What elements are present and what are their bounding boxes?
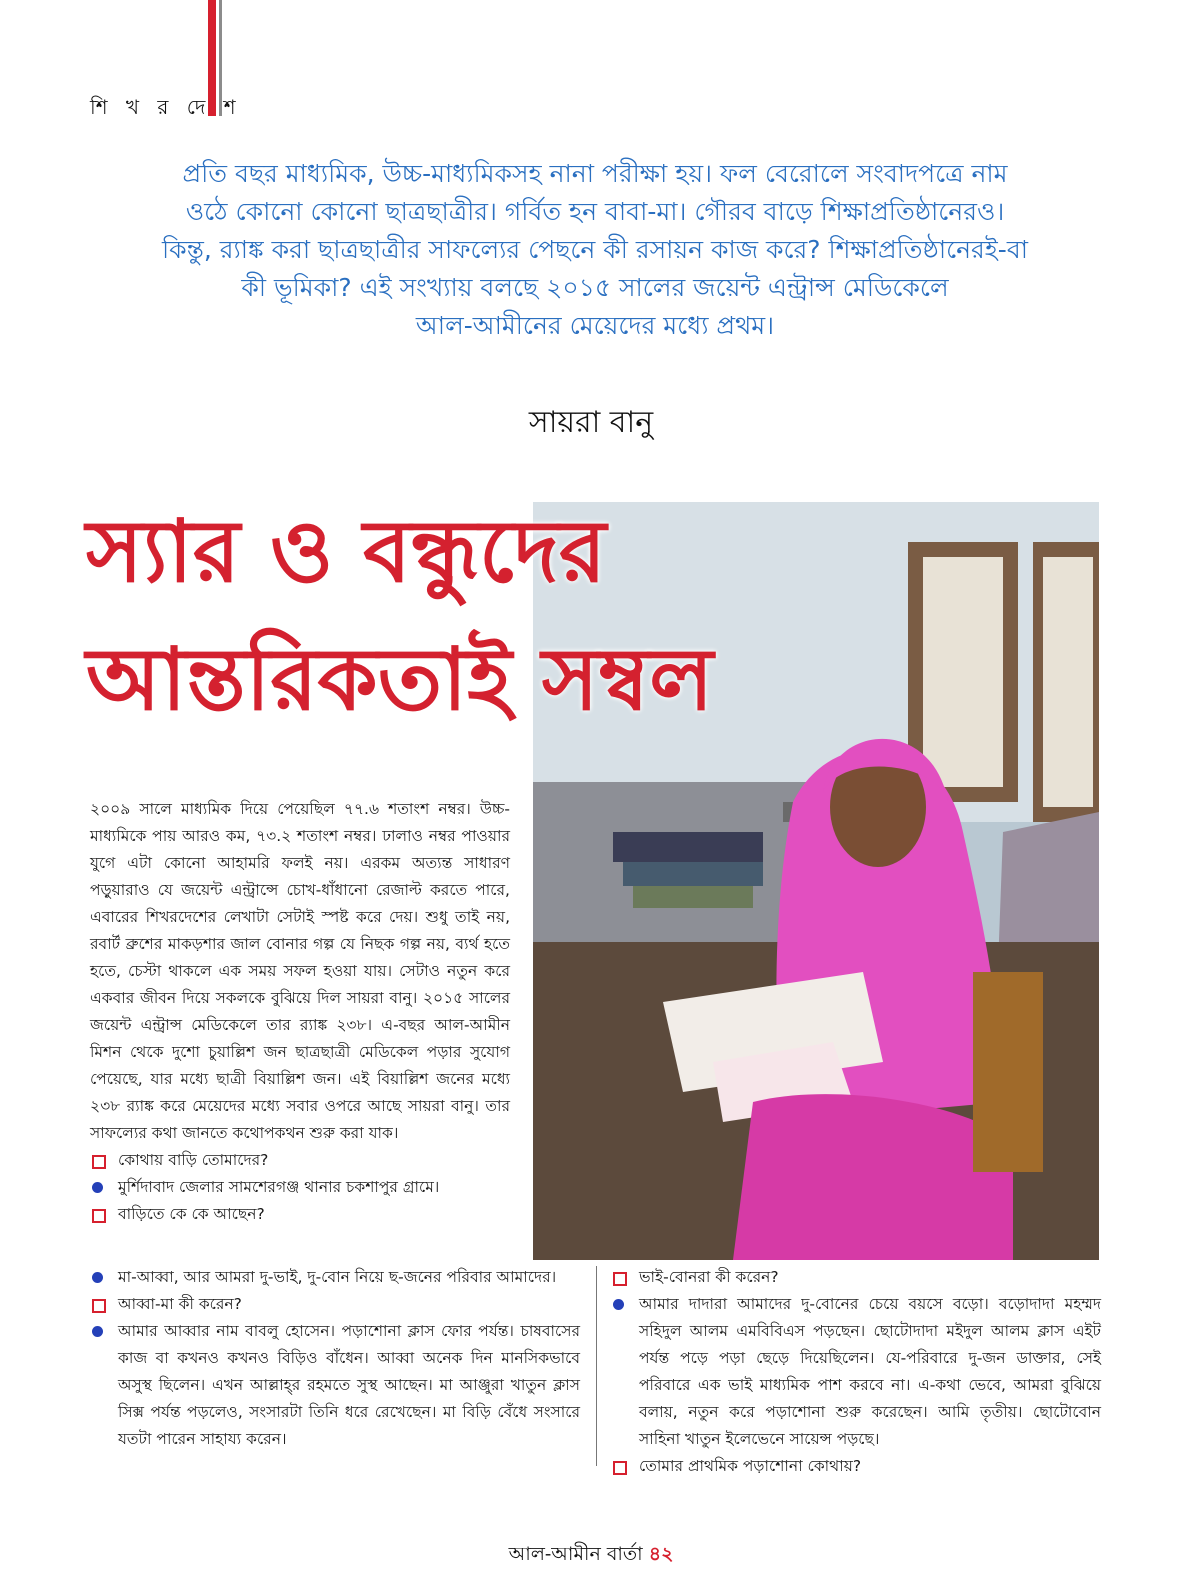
article-lead: ২০০৯ সালে মাধ্যমিক দিয়ে পেয়েছিল ৭৭.৬ শতাংশ নম্বর। উচ্চ-মাধ্যমিকে পায় আরও কম, ৭৩.২ শতাংশ নম্বর। ঢালাও নম্বর পাওয়ার যুগে এটা কোনো আহামরি ফলই নয়। এরকম অত্যন্ত সাধারণ পড়ুয়ারাও যে জয়েন্ট এন্ট্রান্সে চোখ-ধাঁধানো রেজাল্ট করতে পারে, এবারের শিখরদেশের লেখাটা সেটাই স্পষ্ট করে দেয়। শুধু তাই নয়, রবার্ট ব্রুশের মাকড়শার জাল বোনার গল্প যে নিছক গল্প নয়, ব্যর্থ হতে হতে, চেস্টা থাকলে এক সময় সফল হওয়া যায়। সেটাও নতুন করে একবার জীবন দিয়ে সকলকে বুঝিয়ে দিল সায়রা বানু। ২০১৫ সালের জয়েন্ট এন্ট্রান্স মেডিকেলে তার র‍্যাঙ্ক ২৩৮। এ-বছর আল-আমীন মিশন থেকে দুশো চুয়াল্লিশ জন ছাত্রছাত্রী মেডিকেল পড়ার সুযোগ পেয়েছে, যার মধ্যে ছাত্রী বিয়াল্লিশ জন। এই বিয়াল্লিশ জনের মধ্যে ২৩৮ র‍্যাঙ্ক করে মেয়েদের মধ্যে সবার ওপরে আছে সায়রা বানু। তার সাফল্যের কথা জানতে কথোপকথন শুরু করা যাক। — [90, 800, 510, 1142]
question-3: আব্বা-মা কী করেন? — [90, 1291, 580, 1318]
answer-1: মুর্শিদাবাদ জেলার সামশেরগঞ্জ থানার চকশাপুর গ্রামে। — [90, 1174, 510, 1201]
magazine-name: আল-আমীন বার্তা — [508, 1543, 643, 1565]
answer-4: আমার দাদারা আমাদের দু-বোনের চেয়ে বয়সে বড়ো। বড়োদাদা মহম্মদ সহিদুল আলম এমবিবিএস পড়ছেন। ছোটোদাদা মইদুল আলম ক্লাস এইট পর্যন্ত পড়ে পড়া ছেড়ে দিয়েছিলেন। যে-পরিবারে দু-জন ডাক্তার, সেই পরিবারে এক ভাই মাধ্যমিক পাশ করবে না। এ-কথা ভেবে, আমরা বুঝিয়ে বলায়, নতুন করে পড়াশোনা শুরু করেছেন। আমি তৃতীয়। ছোটোবোন সাহিনা খাতুন ইলেভেনে সায়েন্স পড়ছে। — [611, 1291, 1101, 1453]
column-divider — [596, 1266, 597, 1466]
article-column-left — [90, 796, 510, 1228]
intro-line: কিন্তু, র‍্যাঙ্ক করা ছাত্রছাত্রীর সাফল্যের পেছনে কী রসায়ন কাজ করে? শিক্ষাপ্রতিষ্ঠানেরই-বা — [162, 235, 1028, 264]
article-column-bottom-right — [611, 1264, 1101, 1480]
article-column-bottom-left — [90, 1264, 580, 1453]
intro-line: প্রতি বছর মাধ্যমিক, উচ্চ-মাধ্যমিকসহ নানা পরীক্ষা হয়। ফল বেরোলে সংবাদপত্রে নাম — [182, 159, 1008, 188]
page-footer — [0, 1540, 1182, 1572]
question-1: কোথায় বাড়ি তোমাদের? — [90, 1147, 510, 1174]
headline — [86, 488, 806, 744]
intro-line: ওঠে কোনো কোনো ছাত্রছাত্রীর। গর্বিত হন বাবা-মা। গৌরব বাড়ে শিক্ষাপ্রতিষ্ঠানেরও। — [185, 197, 1005, 226]
intro-line: কী ভূমিকা? এই সংখ্যায় বলছে ২০১৫ সালের জয়েন্ট এন্ট্রান্স মেডিকেলে — [241, 273, 949, 302]
author-name: সায়রা বানু — [528, 405, 654, 440]
answer-3: আমার আব্বার নাম বাবলু হোসেন। পড়াশোনা ক্লাস ফোর পর্যন্ত। চাষবাসের কাজ বা কখনও কখনও বিড়িও বাঁধেন। আব্বা অনেক দিন মানসিকভাবে অসুস্থ ছিলেন। এখন আল্লাহ্‌র রহমতে সুস্থ আছেন। মা আঞ্জুরা খাতুন ক্লাস সিক্স পর্যন্ত পড়লেও, সংসারটা তিনি ধরে রেখেছেন। মা বিড়ি বেঁধে সংসারে যতটা পারেন সাহায্য করেন। — [90, 1318, 580, 1453]
headline-line-1: স্যার ও বন্ধুদের — [86, 501, 607, 602]
question-4: ভাই-বোনরা কী করেন? — [611, 1264, 1101, 1291]
question-2: বাড়িতে কে কে আছেন? — [90, 1201, 510, 1228]
page-number: ৪২ — [648, 1543, 674, 1565]
intro-line: আল-আমীনের মেয়েদের মধ্যে প্রথম। — [415, 311, 775, 340]
answer-2: মা-আব্বা, আর আমরা দু-ভাই, দু-বোন নিয়ে ছ-জনের পরিবার আমাদের। — [90, 1264, 580, 1291]
question-5: তোমার প্রাথমিক পড়াশোনা কোথায়? — [611, 1453, 1101, 1480]
intro-paragraph — [80, 155, 1110, 345]
headline-line-2: আন্তরিকতাই সম্বল — [86, 629, 714, 730]
section-label: শি খ র দে শ — [90, 95, 242, 119]
